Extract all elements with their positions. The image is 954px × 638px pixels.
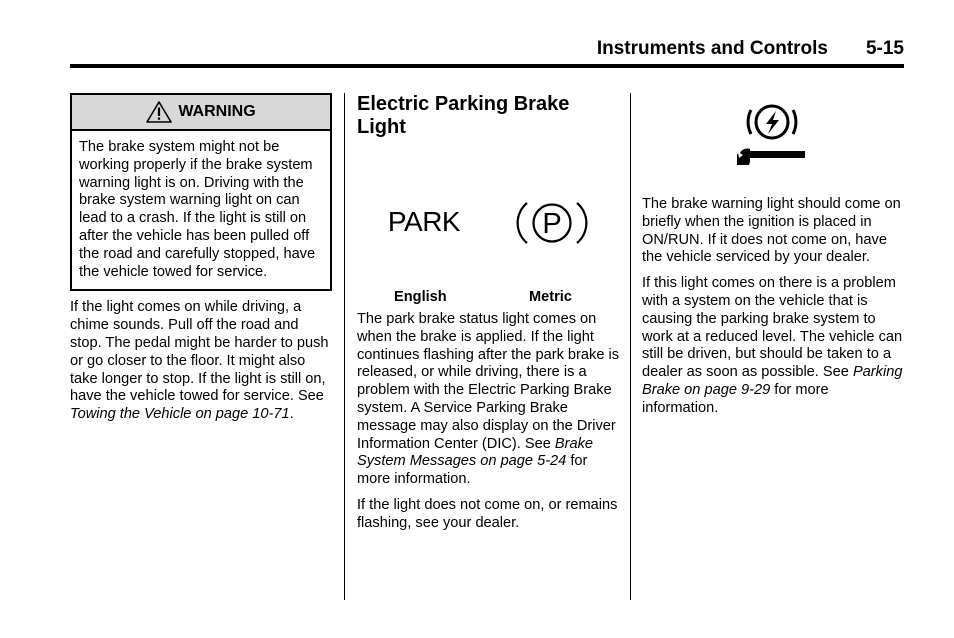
- warning-text: The brake system might not be working properly if the brake system warning light is on. Driving with the brake system warning light on can lead to a crash. If the light is still on after the vehicle has been pulled off the road and carefully stopped, have the vehicle towed for service.: [79, 139, 316, 280]
- park-indicator-icon: [388, 206, 460, 236]
- warning-triangle-icon: [146, 101, 172, 123]
- page-number: 5-15: [865, 38, 904, 59]
- col1-text: If the light comes on while driving, a chime sounds. Pull off the road and stop. The pedal might be harder to push or go closer to the floor. It might also take longer to stop. If the light is still on, have the vehicle towed for service. See: [70, 299, 329, 405]
- col3-body: [642, 196, 906, 418]
- col3-paragraph-2: [642, 275, 906, 417]
- col2-p1-text: The park brake status light comes on when the brake is applied. If the light continues flashing after the park brake is released, or while driving, there is a problem with the Electric Parking Brake system. A Service Parking Brake message may also display on the Driver Information Center (DIC). See: [357, 311, 620, 452]
- label-english: English: [394, 289, 447, 305]
- col3-paragraph-1: The brake warning light should come on briefly when the ignition is placed in ON/RUN. If it does not come on, have the vehicle serviced by your dealer.: [642, 196, 901, 266]
- col1-paragraph: [70, 299, 332, 424]
- col3-p2-text: If this light comes on there is a problem with a system on the vehicle that is causing the parking brake system to work at a reduced level. The vehicle can still be driven, but should be taken to a dealer as soon as possible. See: [642, 275, 903, 381]
- warning-label: WARNING: [178, 103, 256, 121]
- warning-box: [70, 93, 332, 291]
- metric-parking-brake-icon: [516, 198, 588, 248]
- section-heading: Electric Parking Brake Light: [357, 93, 570, 138]
- col1-text-end: .: [289, 406, 294, 423]
- col2-paragraph-2: If the light does not come on, or remains flashing, see your dealer.: [357, 496, 618, 531]
- brake-messages-reference-link[interactable]: Brake System Messages on page 5-24: [357, 435, 594, 470]
- col2-paragraph-1: [357, 311, 621, 489]
- parking-brake-reference-link[interactable]: Parking Brake on page 9-29: [642, 364, 903, 398]
- icon-area: [642, 93, 906, 196]
- page-header: [70, 38, 904, 68]
- warning-header: [72, 95, 330, 131]
- col2-body: [357, 311, 621, 533]
- col2-p1-end: for more information.: [357, 453, 588, 488]
- column-1: [70, 93, 332, 424]
- column-3: [642, 93, 906, 418]
- park-icon-text: PARK: [388, 206, 460, 236]
- col3-p2-end: for more information.: [642, 381, 829, 416]
- brake-service-wrench-icon: [737, 101, 809, 165]
- indicator-icons: [357, 139, 621, 305]
- metric-icon-text: P: [542, 208, 562, 240]
- section-title: Instruments and Controls: [596, 38, 828, 59]
- label-metric: Metric: [529, 289, 572, 305]
- column-divider: [344, 93, 345, 600]
- towing-reference-link[interactable]: Towing the Vehicle on page 10-71: [70, 406, 290, 423]
- column-2: [357, 93, 621, 533]
- column-divider: [630, 93, 631, 600]
